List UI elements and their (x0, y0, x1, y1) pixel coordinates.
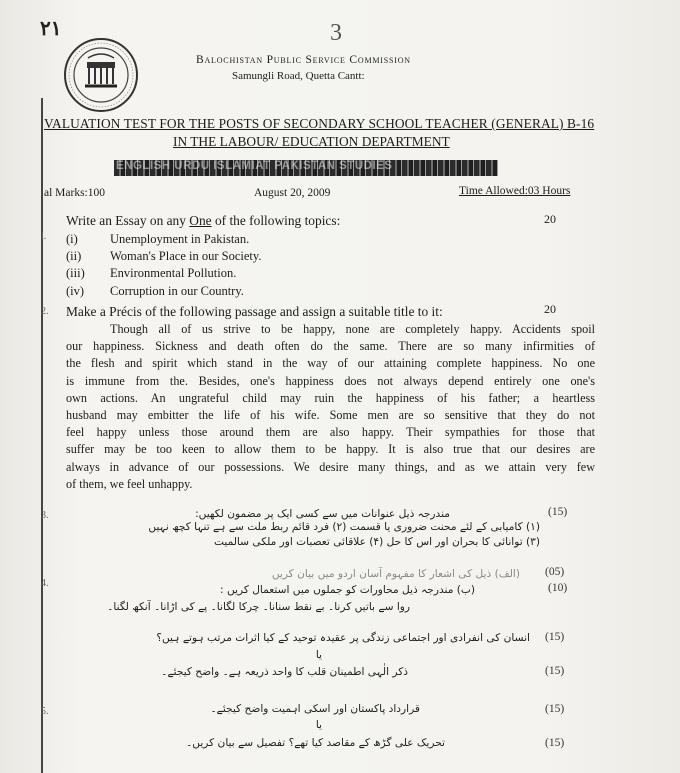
question-2-marks: 20 (544, 302, 556, 316)
option-text: Corruption in our Country. (110, 284, 244, 298)
passage-line: Though all of us strive to be happy, none are completely happy. Accidents spoil (110, 322, 595, 336)
exam-title-line-2: IN THE LABOUR/ EDUCATION DEPARTMENT (173, 134, 450, 149)
passage-line: our happiness. Sickness and death often do the same. There are so many infirmities of (66, 339, 595, 354)
passage-line: is immune from the. Besides, one's happiness does not always depend entirely one one's (66, 373, 595, 388)
commission-name: Balochistan Public Service Commission (196, 54, 411, 66)
total-marks: al Marks:100 (44, 187, 106, 199)
option-number: (iv) (66, 284, 85, 298)
commission-seal-logo (62, 36, 140, 114)
q-number-2: 2. (41, 306, 49, 317)
passage-line: the flesh and spirit which stand in the way of our attaining complete happiness. No one (66, 356, 595, 371)
urdu-line-marks: (15) (545, 703, 565, 715)
urdu-line-marks: (10) (548, 582, 568, 594)
option-number: (iii) (66, 266, 85, 280)
urdu-line-faded: (الف) ذیل کی اشعار کا مفہوم آسان اردو میں بیان کریں (271, 568, 520, 580)
option-text: Woman's Place in our Society. (110, 249, 262, 263)
urdu-line: مندرجہ ذیل عنوانات میں سے کسی ایک پر مضمون لکھیں: (195, 508, 450, 520)
urdu-line-marks: (05) (545, 566, 565, 578)
urdu-line-or: یا (315, 649, 322, 661)
time-allowed: Time Allowed:03 Hours (459, 185, 571, 197)
urdu-line-marks: (15) (545, 665, 565, 677)
passage-line: feel happy unless those around them are also happy. Their sympathies for those that (66, 425, 595, 440)
question-2-prompt: Make a Précis of the following passage and assign a suitable title to it: (66, 304, 443, 319)
question-1-prompt: Write an Essay on any One of the following topics: (66, 213, 341, 228)
urdu-line: قرارداد پاکستان اور اسکی اہمیت واضح کیجئے۔ (210, 703, 420, 715)
exam-date: August 20, 2009 (254, 187, 331, 199)
option-number: (i) (66, 232, 78, 246)
urdu-line-marks: (15) (548, 506, 568, 518)
page-number: 3 (330, 20, 342, 46)
option-text: Environmental Pollution. (110, 266, 237, 280)
urdu-line: (۱) کامیابی کے لئے محنت ضروری یا قسمت (۲) فرد قائم ربط ملت سے ہے تنہا کچھ نہیں (148, 521, 540, 533)
passage-line: of them, we feel unhappy. (66, 476, 193, 491)
q-number-5: 5. (41, 706, 49, 717)
option-number: (ii) (66, 249, 82, 263)
margin-rule (41, 98, 43, 773)
q-number-3: 3. (41, 510, 49, 521)
corner-handwritten-mark: ٢١ (40, 18, 62, 40)
urdu-line-marks: (15) (545, 737, 565, 749)
subject-banner-text: ENGLISH URDU ISLAMIAT PAKISTAN STUDIES (116, 160, 393, 172)
precis-passage (66, 321, 595, 493)
q-number-4: 4. (41, 578, 49, 589)
urdu-line: (ب) مندرجہ ذیل محاورات کو جملوں میں استعمال کریں : (220, 584, 475, 596)
urdu-line-or: یا (315, 719, 322, 731)
urdu-line: انسان کی انفرادی اور اجتماعی زندگی پر عقیدہ توحید کے کیا اثرات مرتب ہوتے ہیں؟ (156, 632, 530, 644)
option-text: Unemployment in Pakistan. (110, 232, 250, 246)
passage-line: own actions. An ungrateful child may ruin the happiness of his father; a heartless (66, 390, 595, 405)
urdu-line-marks: (15) (545, 631, 565, 643)
passage-line: husband may embitter the life of his wife. Some men are so sensitive that they do not (66, 408, 595, 423)
exam-title-line-1: VALUATION TEST FOR THE POSTS OF SECONDARY SCHOOL TEACHER (GENERAL) B-16 (44, 116, 595, 131)
commission-address: Samungli Road, Quetta Cantt: (232, 70, 365, 82)
urdu-line: ذکر الٰہی اطمینان قلب کا واحد ذریعہ ہے۔ واضح کیجئے۔ (161, 666, 408, 678)
passage-line: suffer may be too keen to allow them to be happy. It is also true that our desires are (66, 442, 595, 457)
question-1-marks: 20 (544, 212, 556, 226)
urdu-line: (۳) توانائی کا بحران اور اس کا حل (۴) علاقائی تعصبات اور ملکی سالمیت (213, 536, 540, 548)
urdu-line: تحریک علی گڑھ کے مقاصد کیا تھے؟ تفصیل سے بیان کریں۔ (186, 737, 445, 749)
q-number-1: l. (41, 231, 47, 242)
passage-line: always in advance of our possessions. We desire many things, and as we attain very few (66, 459, 595, 474)
urdu-line: روا سے باتیں کرنا۔ بے نقط سنانا۔ چرکا لگانا۔ پے کی اڑانا۔ آنکھ لگنا۔ (107, 601, 410, 613)
